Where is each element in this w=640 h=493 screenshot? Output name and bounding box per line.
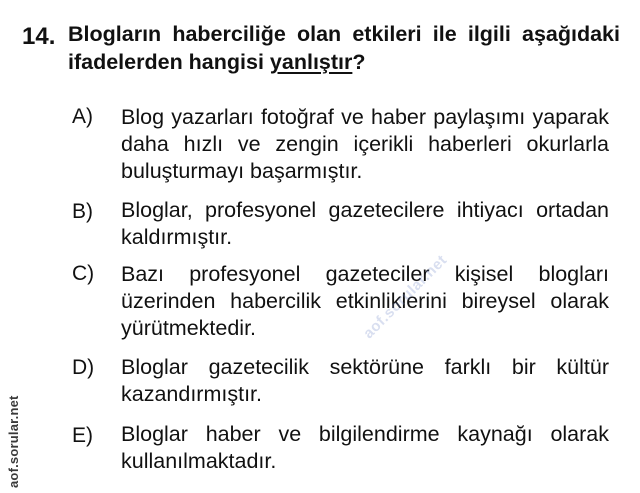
option-c-text: Bazı profesyonel gazeteciler kişisel blogları üzerinden habercilik etkinliklerini bireysel olarak yürütmektedir. [121,262,609,340]
question-stem [68,20,620,76]
option-b-text: Bloglar, profesyonel gazetecilere ihtiyacı ortadan kaldırmıştır. [121,198,609,249]
question-stem-end: ? [352,50,366,74]
question-stem-text: Blogların haberciliğe olan etkileri ile ilgili aşağıdaki ifadelerden hangisi [68,22,620,74]
option-e-letter: E) [72,424,93,447]
option-a-text: Blog yazarları fotoğraf ve haber paylaşımı yaparak daha hızlı ve zengin içerikli haberleri okurlarla buluşturmayı başarmıştır. [121,105,609,183]
question-emphasis: yanlıştır [269,50,353,74]
option-a-letter: A) [72,105,93,128]
question-number: 14. [22,23,56,50]
option-c-letter: C) [72,262,95,285]
option-b-letter: B) [72,200,93,223]
option-e-text: Bloglar haber ve bilgilendirme kaynağı olarak kullanılmaktadır. [121,422,609,473]
option-d-letter: D) [72,356,95,379]
option-d-text: Bloglar gazetecilik sektörüne farklı bir kültür kazandırmıştır. [121,355,609,406]
side-watermark: aof.sorular.net [6,395,21,488]
diagonal-watermark: aof.sorular.net [360,251,451,343]
